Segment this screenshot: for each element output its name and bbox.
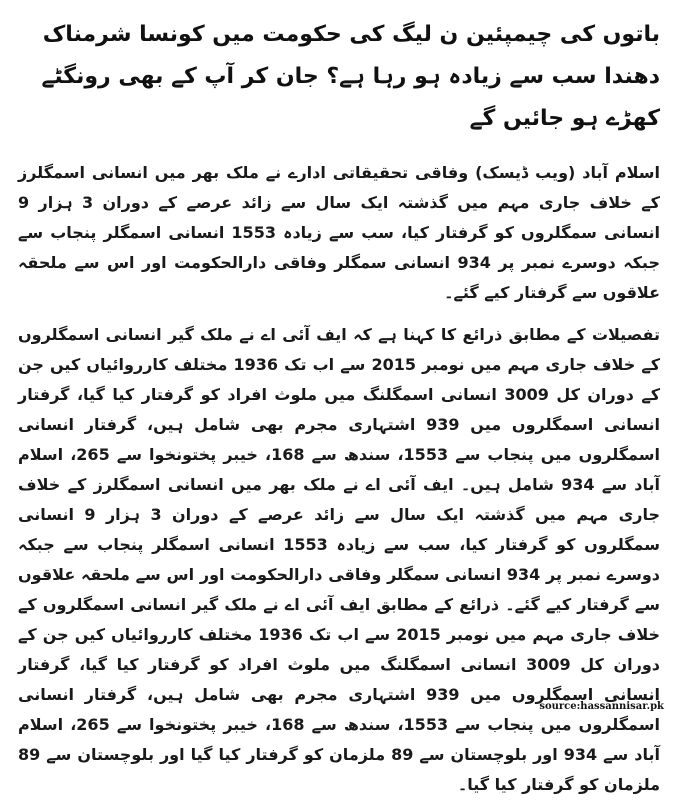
article-paragraph-2: تفصیلات کے مطابق ذرائع کا کہنا ہے کہ ایف آئی اے نے ملک گیر انسانی اسمگلروں کے خلاف جاری مہم میں نومبر 2015 سے اب تک 1936 مختلف کارروائیاں کیں جن کے دوران کل 3009 انسانی اسمگلنگ میں ملوث افراد کو گرفتار کیا گیا، گرفتار انسانی اسمگلروں میں 939 اشتہاری مجرم بھی شامل ہیں، گرفتار انسانی اسمگلروں میں پنجاب سے 1553، سندھ سے 168، خیبر پختونخوا سے 265، اسلام آباد سے 934 شامل ہیں۔ ایف آئی اے نے ملک بھر میں انسانی اسمگلرز کے خلاف جاری مہم میں گذشتہ ایک سال سے زائد عرصے کے دوران 3 ہزار 9 انسانی سمگلروں کو گرفتار کیا، سب سے زیادہ 1553 انسانی اسمگلر پنجاب سے جبکہ دوسرے نمبر پر 934 انسانی سمگلر وفاقی دارالحکومت اور اس سے ملحقہ علاقوں سے گرفتار کیے گئے۔ ذرائع کے مطابق ایف آئی اے نے ملک گیر انسانی اسمگلروں کے خلاف جاری مہم میں نومبر 2015 سے اب تک 1936 مختلف کارروائیاں کیں جن کے دوران کل 3009 انسانی اسمگلنگ میں ملوث افراد کو گرفتار کیا گیا، گرفتار انسانی اسمگلروں میں 939 اشتہاری مجرم بھی شامل ہیں، گرفتار انسانی اسمگلروں میں پنجاب سے 1553، سندھ سے 168، خیبر پختونخوا سے 265، اسلام آباد سے 934 اور بلوچستان سے 89 ملزمان کو گرفتار کیا گیا اور بلوچستان سے 89 ملزمان کو گرفتار کیا گیا۔ [18,325,661,794]
article-paragraph-1: اسلام آباد (ویب ڈیسک) وفاقی تحقیقاتی ادارے نے ملک بھر میں انسانی اسمگلرز کے خلاف جاری مہم میں گذشتہ ایک سال سے زائد عرصے کے دوران 3 ہزار 9 انسانی سمگلروں کو گرفتار کیا، سب سے زیادہ 1553 انسانی اسمگلر پنجاب سے جبکہ دوسرے نمبر پر 934 انسانی سمگلر وفاقی دارالحکومت اور اس سے ملحقہ علاقوں سے گرفتار کیے گئے۔ [18,163,660,302]
article-headline: باتوں کی چیمپئین ن لیگ کی حکومت میں کونسا شرمناک دھندا سب سے زیادہ ہو رہا ہے؟ جان کر آپ کے بھی رونگٹے کھڑے ہو جائیں گے [41,22,660,131]
source-credit: source:hassannisar.pk [539,701,664,712]
